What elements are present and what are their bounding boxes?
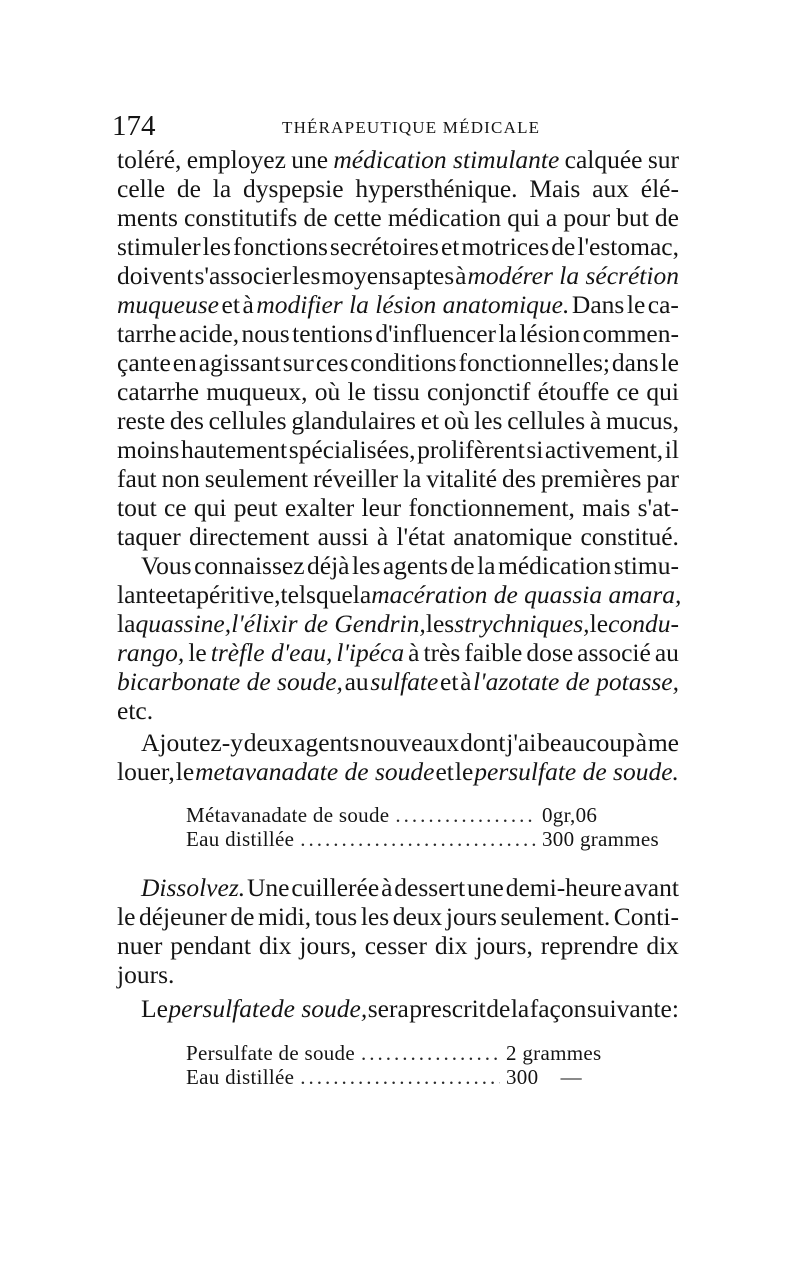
word: avant <box>623 873 679 902</box>
word: directement <box>188 522 310 551</box>
word: conjonctif <box>427 377 531 406</box>
word: façon <box>529 994 587 1023</box>
word: ments <box>117 203 178 232</box>
word: agents <box>294 728 360 757</box>
word: Conti- <box>613 902 679 931</box>
word: muqueux, <box>206 377 308 406</box>
italic-word: condu- <box>608 609 679 638</box>
word: dix <box>258 931 292 960</box>
word: au <box>344 667 369 696</box>
italic-word: médication stimulante <box>333 145 560 174</box>
dot-leader <box>361 1041 500 1065</box>
word: dose <box>526 638 574 667</box>
word: ce <box>616 377 640 406</box>
word: fonctionnelles; <box>458 348 610 377</box>
text-line <box>117 932 679 960</box>
word: à <box>242 290 254 319</box>
word: deux <box>392 902 443 931</box>
text-line <box>117 523 679 551</box>
word: celle <box>117 174 166 203</box>
word: de <box>303 203 328 232</box>
word: faut <box>117 464 157 493</box>
word: constitutifs <box>184 203 298 232</box>
word: associé <box>577 638 651 667</box>
text-line <box>117 961 679 989</box>
word: les <box>474 406 503 435</box>
word: faible <box>464 638 523 667</box>
word: de <box>486 994 511 1023</box>
word: médication <box>387 203 502 232</box>
word: à <box>589 406 602 435</box>
word: cette <box>333 203 382 232</box>
word: reprendre <box>540 931 639 960</box>
word: aux <box>592 174 629 203</box>
word: etc. <box>117 696 154 725</box>
italic-word: rango, <box>117 638 185 667</box>
text-line <box>117 610 679 638</box>
word: conditions <box>350 348 457 377</box>
word: moyens <box>321 261 401 290</box>
italic-word: strychniques, <box>454 609 590 638</box>
word: le <box>175 757 195 786</box>
word: seulement <box>204 464 309 493</box>
text-line <box>117 320 679 348</box>
text-line <box>117 233 679 261</box>
word: l'estomac, <box>577 232 679 261</box>
word: déjà <box>307 551 350 580</box>
word: s'associer <box>194 261 292 290</box>
word: midi, <box>258 902 312 931</box>
text-line <box>117 639 679 667</box>
word: leur <box>361 493 402 522</box>
text-line <box>117 204 679 232</box>
word: ces <box>315 348 349 377</box>
word: le <box>626 290 646 319</box>
word: cellules <box>507 406 586 435</box>
word: le <box>347 377 366 406</box>
word: la <box>498 319 517 348</box>
text-line <box>117 903 679 931</box>
word: de <box>230 902 255 931</box>
word: et <box>221 290 240 319</box>
text-line <box>117 668 679 696</box>
text-line <box>117 758 679 786</box>
word: déjeuner <box>138 902 227 931</box>
word: constitué. <box>580 522 679 551</box>
ingredient-quantity: 0gr,06 <box>542 803 598 827</box>
word: mais <box>582 493 631 522</box>
text-line <box>141 995 679 1023</box>
italic-word: de soude, <box>270 994 368 1023</box>
word: élé- <box>640 174 679 203</box>
word: la <box>402 464 422 493</box>
italic-word: metavanadate de soude <box>195 757 435 786</box>
ingredient-quantity: 2 grammes <box>506 1041 602 1065</box>
word: de <box>176 174 201 203</box>
word: hautement <box>180 435 288 464</box>
italic-word: modérer la sécrétion <box>467 261 679 290</box>
recipe-row <box>186 803 678 827</box>
word: dix <box>434 931 468 960</box>
word: mucus, <box>606 406 679 435</box>
word: où <box>443 406 470 435</box>
text-line <box>141 874 679 902</box>
italic-word: bicarbonate de soude, <box>117 667 343 696</box>
text-line <box>117 494 679 522</box>
text-line <box>117 262 679 290</box>
italic-word: trèfle d'eau, <box>210 638 333 667</box>
ingredient-name: Eau distillée <box>186 1065 295 1089</box>
text-line <box>141 729 679 757</box>
word: stimuler <box>117 232 201 261</box>
word: fonctionnement, <box>408 493 575 522</box>
word: moins <box>117 435 180 464</box>
word: louer, <box>117 757 175 786</box>
word: l'état <box>396 522 445 551</box>
word: prescrit <box>409 994 486 1023</box>
page-number: 174 <box>112 110 156 142</box>
word: secrétoires <box>329 232 439 261</box>
word: Une <box>247 873 290 902</box>
recipe-row <box>186 1041 626 1065</box>
text-line <box>117 146 679 174</box>
ingredient-name: Eau distillée <box>186 827 295 851</box>
word: j'ai <box>506 728 537 757</box>
text-line <box>117 349 679 377</box>
word: jours <box>445 902 497 931</box>
word: Le <box>141 994 168 1023</box>
word: pendant <box>170 931 251 960</box>
word: agents <box>382 551 448 580</box>
word: apéritive, <box>184 580 281 609</box>
word: et <box>440 232 460 261</box>
italic-word: Dissolvez. <box>141 873 246 902</box>
word: étouffe <box>537 377 610 406</box>
word: la <box>477 551 496 580</box>
word: seulement. <box>500 902 611 931</box>
word: en <box>172 348 197 377</box>
ingredient-name: Persulfate de soude <box>186 1041 355 1065</box>
word: catarrhe <box>117 377 200 406</box>
word: de <box>654 203 679 232</box>
word: le <box>454 757 474 786</box>
word: les <box>352 551 381 580</box>
dot-leader <box>300 827 536 851</box>
word: dix <box>646 931 679 960</box>
word: tels <box>280 580 316 609</box>
word: et <box>166 580 185 609</box>
word: jours, <box>475 931 533 960</box>
word: employez <box>186 145 286 174</box>
word: la <box>212 174 232 203</box>
word: sur <box>282 348 314 377</box>
italic-word: muqueuse <box>117 290 219 319</box>
word: aussi <box>317 522 369 551</box>
word: la <box>117 609 136 638</box>
word: cuillerée <box>291 873 380 902</box>
word: ca- <box>647 290 679 319</box>
word: hypersthénique. <box>355 174 518 203</box>
word: nuer <box>117 931 163 960</box>
word: jours, <box>299 931 357 960</box>
word: par <box>646 464 679 493</box>
word: tissu <box>373 377 420 406</box>
word: suivante: <box>586 994 679 1023</box>
word: s'at- <box>637 493 679 522</box>
word: le <box>188 638 207 667</box>
word: de <box>450 551 475 580</box>
word: doivent <box>117 261 194 290</box>
text-line <box>141 552 679 580</box>
word: but <box>616 203 649 232</box>
word: une <box>466 873 504 902</box>
word: très <box>423 638 461 667</box>
word: Dans <box>571 290 625 319</box>
word: le <box>117 902 136 931</box>
word: deux <box>243 728 294 757</box>
ingredient-name: Métavanadate de soude <box>186 803 390 827</box>
word: aptes <box>401 261 455 290</box>
word: à <box>635 728 648 757</box>
word: lésion <box>519 319 581 348</box>
word: dans <box>611 348 659 377</box>
word: fonctions <box>232 232 328 261</box>
word: motrices <box>461 232 550 261</box>
italic-word: l'ipéca <box>336 638 405 667</box>
text-line <box>117 291 679 319</box>
word: taquer <box>117 522 181 551</box>
word: à <box>381 873 393 902</box>
word: anatomique <box>453 522 573 551</box>
word: la <box>510 994 530 1023</box>
word: qui <box>646 377 679 406</box>
word: calquée <box>564 145 643 174</box>
recipe-row <box>186 1065 626 1089</box>
word: la <box>352 580 372 609</box>
word: réveiller <box>313 464 399 493</box>
text-line <box>117 465 679 493</box>
word: lante <box>117 580 167 609</box>
word: demi-heure <box>505 873 622 902</box>
word: des <box>169 406 204 435</box>
word: peut <box>233 493 278 522</box>
word: les <box>425 609 455 638</box>
word: dyspepsie <box>243 174 344 203</box>
word: activement, <box>544 435 664 464</box>
word: de <box>551 232 576 261</box>
word: cesser <box>364 931 427 960</box>
recipe-row <box>186 827 678 851</box>
word: vitalité <box>426 464 498 493</box>
word: spécialisées, <box>288 435 416 464</box>
italic-word: macération de quassia amara, <box>371 580 682 609</box>
word: non <box>161 464 200 493</box>
word: et <box>420 406 440 435</box>
word: çante <box>117 348 171 377</box>
dot-leader <box>395 803 536 827</box>
text-line <box>117 378 679 406</box>
word: les <box>292 261 321 290</box>
word: jours. <box>117 960 175 989</box>
word: des <box>502 464 536 493</box>
word: toléré, <box>117 145 182 174</box>
word: connaissez <box>194 551 305 580</box>
word: dont <box>460 728 506 757</box>
word: à <box>455 261 467 290</box>
text-line <box>117 697 679 725</box>
word: tarrhe <box>117 319 177 348</box>
word: nous <box>241 319 290 348</box>
word: au <box>654 638 679 667</box>
word: si <box>526 435 544 464</box>
italic-word: l'élixir de Gendrin, <box>231 609 426 638</box>
word: d'influencer <box>375 319 497 348</box>
word: sur <box>647 145 679 174</box>
word: médication <box>497 551 612 580</box>
word: me <box>647 728 679 757</box>
word: et <box>435 757 454 786</box>
word: tentions <box>292 319 373 348</box>
word: beaucoup <box>537 728 635 757</box>
word: tout <box>117 493 157 522</box>
word: à <box>460 667 472 696</box>
word: que <box>315 580 353 609</box>
word: il <box>664 435 679 464</box>
page-header <box>112 108 682 148</box>
italic-word: quassine, <box>135 609 232 638</box>
word: Ajoutez-y <box>141 728 243 757</box>
italic-word: persulfate <box>168 994 271 1023</box>
word: agissant <box>198 348 281 377</box>
word: le <box>660 348 679 377</box>
text-line <box>117 175 679 203</box>
dot-leader <box>300 1065 500 1089</box>
word: commen- <box>582 319 679 348</box>
word: Mais <box>529 174 581 203</box>
word: acide, <box>178 319 240 348</box>
ingredient-quantity: 300 — <box>506 1065 582 1089</box>
word: une <box>291 145 329 174</box>
word: premières <box>540 464 642 493</box>
word: tous <box>314 902 358 931</box>
word: pour <box>563 203 611 232</box>
running-title: THÉRAPEUTIQUE MÉDICALE <box>282 118 541 137</box>
word: prolifèrent <box>417 435 525 464</box>
word: glandulaires <box>291 406 416 435</box>
text-line <box>117 407 679 435</box>
word: cellules <box>208 406 287 435</box>
word: sera <box>367 994 409 1023</box>
word: le <box>589 609 609 638</box>
word: où <box>314 377 341 406</box>
word: reste <box>117 406 166 435</box>
word: ce <box>163 493 187 522</box>
word: a <box>545 203 558 232</box>
italic-word: persulfate de soude. <box>474 757 679 786</box>
word: qui <box>507 203 540 232</box>
word: à <box>376 522 389 551</box>
word: les <box>360 902 390 931</box>
word: dessert <box>394 873 466 902</box>
text-line <box>117 580 682 609</box>
word: stimu- <box>613 551 679 580</box>
word: qui <box>193 493 227 522</box>
word: à <box>408 638 420 667</box>
text-line <box>117 436 679 464</box>
italic-word: modifier la lésion anatomique. <box>256 290 570 319</box>
italic-word: l'azotate de potasse, <box>473 667 679 696</box>
ingredient-quantity: 300 grammes <box>542 827 660 851</box>
word: nouveaux <box>360 728 460 757</box>
word: et <box>440 667 459 696</box>
word: exalter <box>284 493 355 522</box>
word: les <box>202 232 231 261</box>
italic-word: sulfate <box>370 667 439 696</box>
word: Vous <box>141 551 192 580</box>
